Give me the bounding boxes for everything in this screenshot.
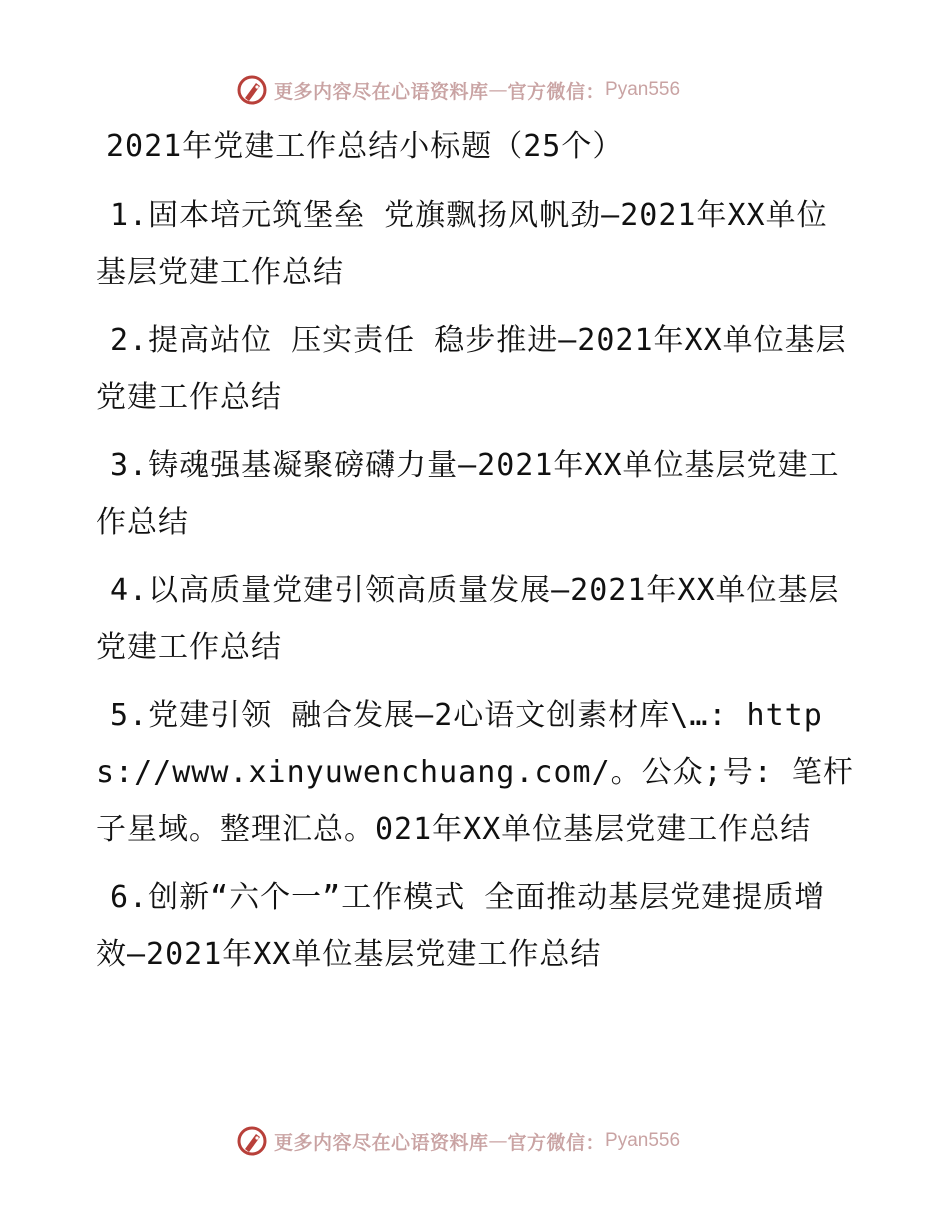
watermark-dash: — [488, 79, 508, 101]
watermark-text: 更多内容尽在心语资料库 [274, 80, 489, 103]
list-item: 3.铸魂强基凝聚磅礴力量—2021年XX单位基层党建工作总结 [96, 448, 840, 540]
list-item: 4.以高质量党建引领高质量发展—2021年XX单位基层党建工作总结 [96, 573, 840, 665]
watermark-account: Pyan556 [605, 1130, 681, 1151]
document-title: 2021年党建工作总结小标题（25个） [106, 129, 624, 164]
list-item: 5.党建引领 融合发展—2心语文创素材库\…: https://www.xinyuwenchuang.com/。公众;号: 笔杆子星域。整理汇总。021年XX单位基层党建工作总结 [96, 698, 854, 847]
header-watermark [236, 73, 680, 107]
list-item: 1.固本培元筑堡垒 党旗飘扬风帆劲—2021年XX单位基层党建工作总结 [96, 198, 828, 290]
watermark-label: 官方微信： [507, 80, 606, 103]
footer-watermark [236, 1124, 680, 1158]
watermark-label: 官方微信： [507, 1131, 606, 1154]
document-body [96, 118, 856, 994]
watermark-dash: — [488, 1130, 508, 1152]
pen-nib-logo-icon [236, 74, 268, 106]
watermark-account: Pyan556 [605, 79, 681, 100]
list-item: 6.创新“六个一”工作模式 全面推动基层党建提质增效—2021年XX单位基层党建工作总结 [96, 880, 826, 972]
watermark-text: 更多内容尽在心语资料库 [274, 1131, 489, 1154]
list-item: 2.提高站位 压实责任 稳步推进—2021年XX单位基层党建工作总结 [96, 323, 847, 415]
pen-nib-logo-icon [236, 1125, 268, 1157]
